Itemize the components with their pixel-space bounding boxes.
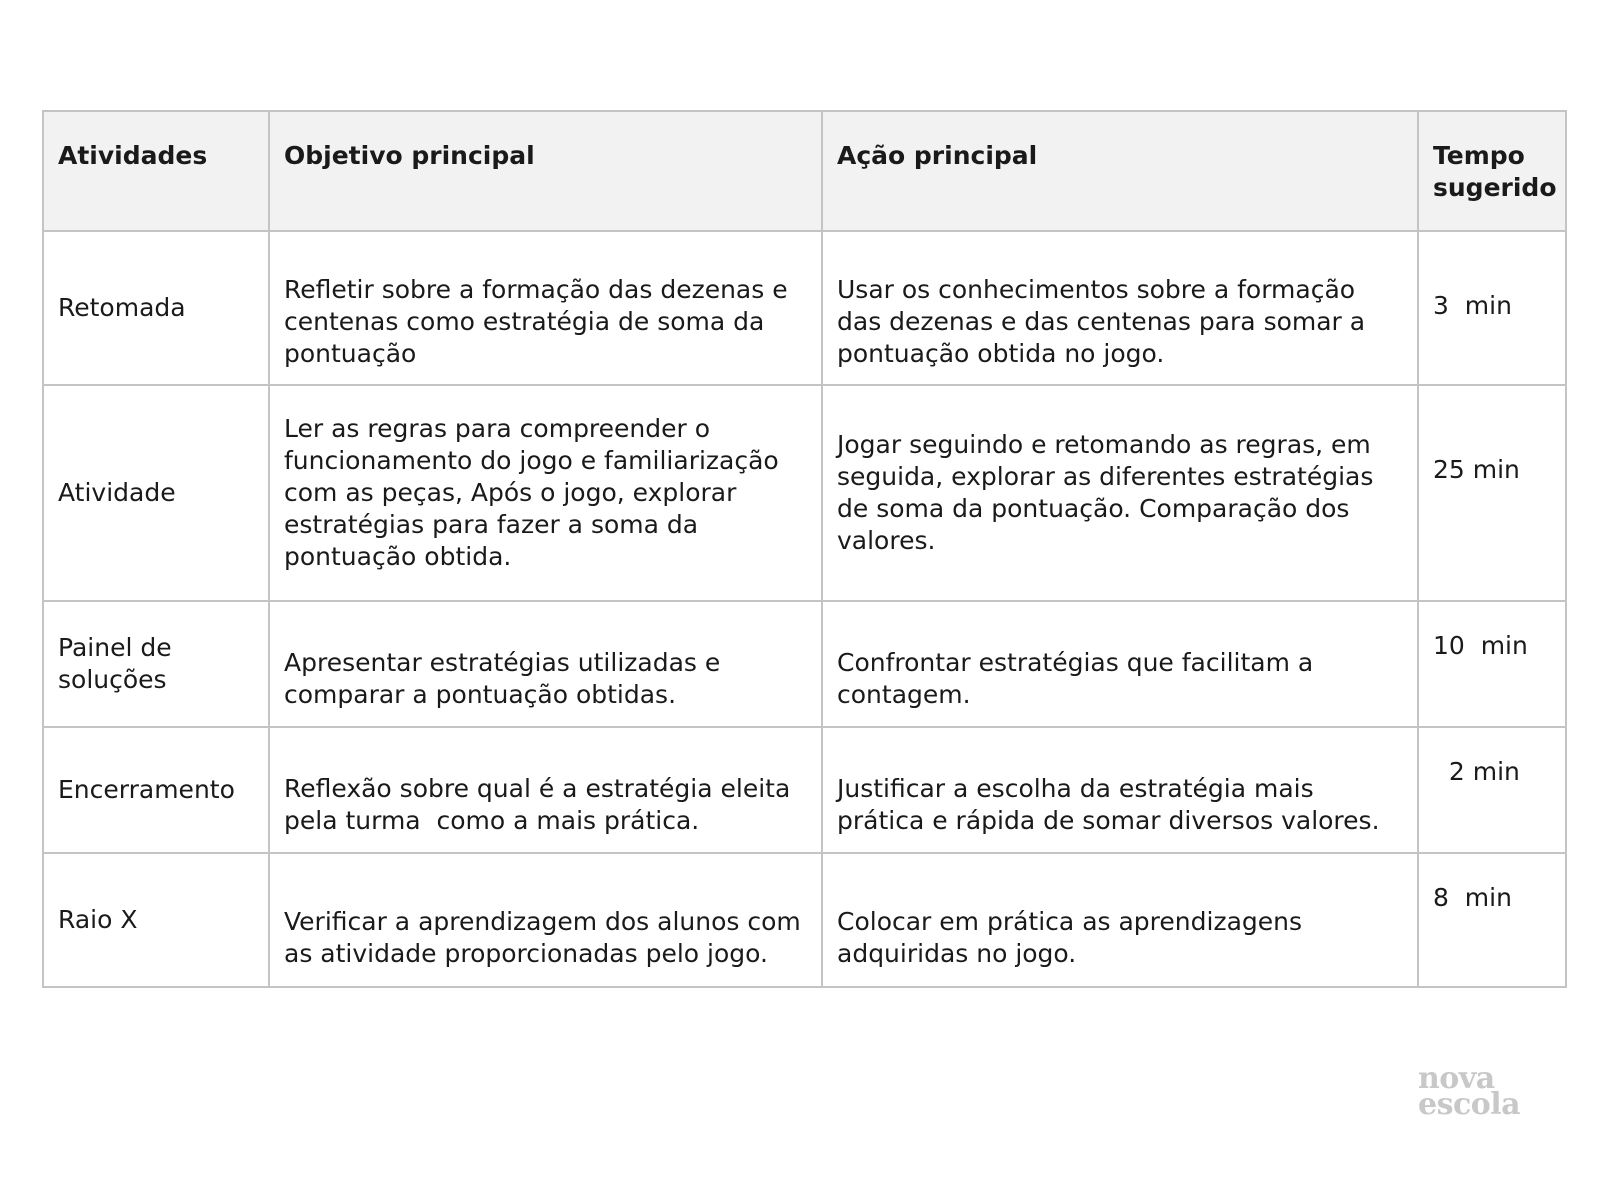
header-row [43,111,1566,231]
cell-objetivo-text: Verificar a aprendizagem dos alunos com as atividade proporcionadas pelo jogo. [284,907,809,968]
cell-acao-text: Colocar em prática as aprendizagens adquiridas no jogo. [837,907,1310,968]
cell-objetivo [269,385,822,601]
cell-objetivo-text: Ler as regras para compreender o funcionamento do jogo e familiarização com as peças, Após o jogo, explorar estratégias para fazer a soma da pontuação obtida. [284,414,787,571]
cell-acao-text: Justificar a escolha da estratégia mais prática e rápida de somar diversos valores. [837,774,1380,835]
header-acao: Ação principal [822,111,1418,231]
logo-line-1: nova [1418,1061,1495,1096]
cell-acao [822,231,1418,385]
lesson-plan-table [42,110,1567,988]
cell-tempo-text: 3 min [1433,291,1512,320]
cell-tempo [1418,385,1566,601]
header-atividades: Atividades [43,111,269,231]
table-row [43,231,1566,385]
cell-atividade [43,601,269,727]
table-body [43,231,1566,987]
cell-objetivo [269,231,822,385]
nova-escola-logo [1418,1061,1538,1122]
table-row [43,853,1566,987]
cell-acao-text: Usar os conhecimentos sobre a formação das dezenas e das centenas para somar a pontuação obtida no jogo. [837,275,1374,368]
cell-acao-text: Confrontar estratégias que facilitam a contagem. [837,648,1322,709]
table-row [43,727,1566,853]
cell-tempo-text: 25 min [1433,455,1520,484]
header-tempo: Tempo sugerido [1418,111,1566,231]
cell-acao [822,601,1418,727]
cell-atividade-text: Raio X [58,905,138,934]
cell-acao [822,727,1418,853]
cell-tempo-text: 10 min [1433,631,1528,660]
cell-objetivo-text: Apresentar estratégias utilizadas e comparar a pontuação obtidas. [284,648,729,709]
cell-acao [822,853,1418,987]
cell-tempo-text: 8 min [1433,883,1512,912]
cell-tempo [1418,853,1566,987]
cell-tempo [1418,727,1566,853]
cell-tempo [1418,601,1566,727]
cell-tempo-text: 2 min [1433,757,1520,786]
cell-acao-text: Jogar seguindo e retomando as regras, em seguida, explorar as diferentes estratégias de soma da pontuação. Comparação dos valores. [837,430,1382,555]
cell-atividade-text: Atividade [58,478,176,507]
cell-atividade [43,727,269,853]
header-objetivo: Objetivo principal [269,111,822,231]
table-row [43,385,1566,601]
cell-atividade-text: Retomada [58,293,186,322]
cell-objetivo [269,727,822,853]
cell-atividade-text: Painel de soluções [58,633,180,694]
cell-acao [822,385,1418,601]
logo-line-2: escola [1418,1087,1521,1122]
cell-atividade [43,853,269,987]
cell-atividade-text: Encerramento [58,775,235,804]
cell-objetivo-text: Refletir sobre a formação das dezenas e centenas como estratégia de soma da pontuação [284,275,796,368]
cell-objetivo [269,853,822,987]
table-header [43,111,1566,231]
cell-objetivo [269,601,822,727]
cell-atividade [43,231,269,385]
cell-objetivo-text: Reflexão sobre qual é a estratégia eleita pela turma como a mais prática. [284,774,799,835]
table-row [43,601,1566,727]
cell-atividade [43,385,269,601]
cell-tempo [1418,231,1566,385]
